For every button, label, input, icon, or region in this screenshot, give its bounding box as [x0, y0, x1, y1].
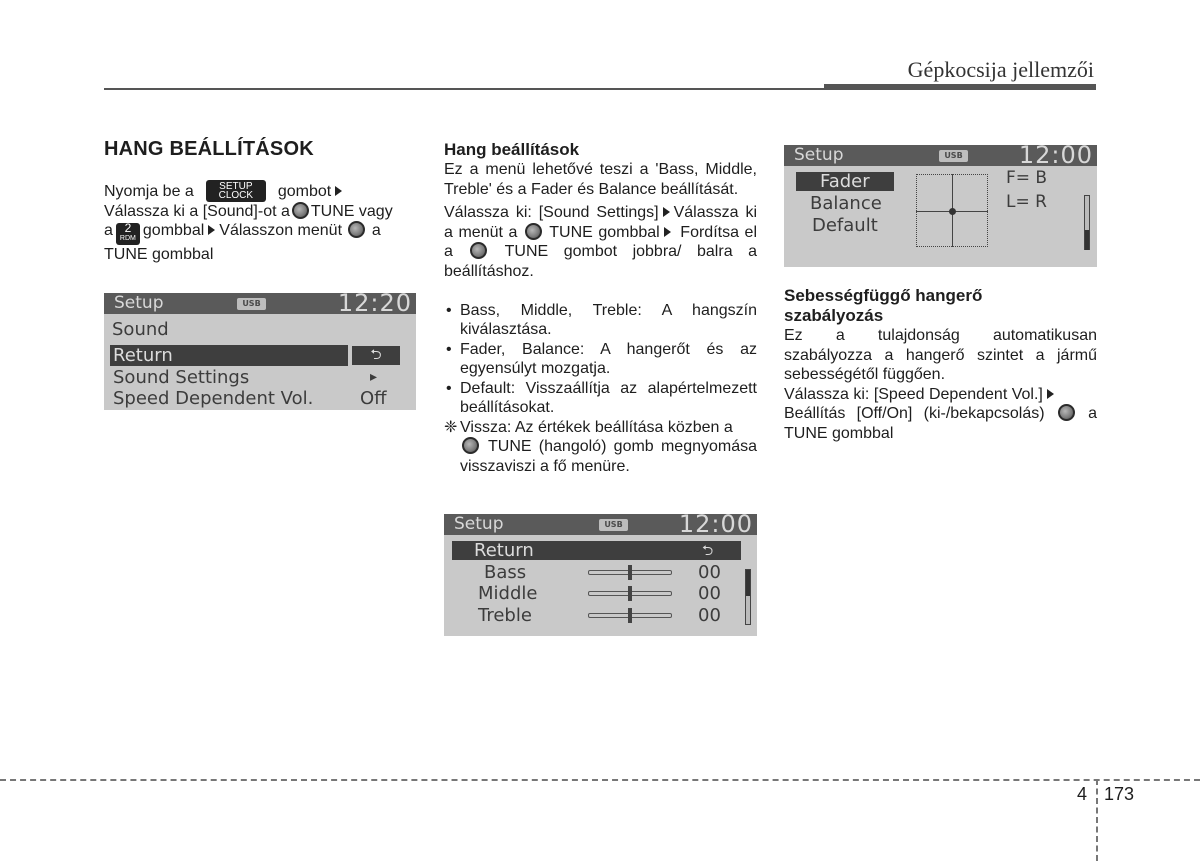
- lcd-row-return: Return: [474, 540, 534, 561]
- arrow-right-icon: [335, 186, 342, 196]
- rdm-label: RDM: [119, 235, 136, 242]
- middle-value: 00: [698, 583, 721, 604]
- intro-paragraph: Ez a menü lehetővé teszi a 'Bass, Middle, Treble' és a Fader és Balance beállítását.: [444, 161, 757, 198]
- lcd-row-middle: Middle: [478, 583, 538, 604]
- clock-label: CLOCK: [218, 189, 254, 201]
- treble-slider-knob: [628, 608, 632, 623]
- rdm-button-icon: [116, 223, 140, 245]
- heading-line-1: Sebességfüggő hangerő: [784, 286, 983, 305]
- column-3: [784, 286, 1097, 443]
- lcd-scrollbar: [745, 569, 751, 625]
- text: Válassza ki: [Speed Dependent Vol.]: [784, 385, 1043, 403]
- intro-paragraph: Ez a tulajdonság automatikusan szabályozza a hangerő szintet a jármű sebességétől függően.: [784, 327, 1097, 383]
- text: Válassza ki a [Sound]-ot a: [104, 202, 290, 220]
- subsection-heading: [784, 286, 1097, 326]
- text: Vissza: Az értékek beállítása közben a: [460, 418, 733, 436]
- return-arrow-icon: ⮌: [352, 346, 400, 365]
- section-heading: HANG BEÁLLÍTÁSOK: [104, 138, 314, 160]
- lcd-title-bar: [784, 145, 1097, 169]
- setup-clock-button-icon: [206, 180, 266, 202]
- chevron-right-icon: ▸: [370, 369, 378, 385]
- arrow-right-icon: [664, 227, 671, 237]
- lcd-row-treble: Treble: [478, 605, 532, 626]
- bass-value: 00: [698, 562, 721, 583]
- lcd-row-balance: Balance: [810, 193, 882, 214]
- lcd-title-bar: [444, 514, 757, 538]
- text: TUNE gombbal: [549, 223, 660, 241]
- heading-line-2: szabályozás: [784, 306, 884, 325]
- fader-value: F= B: [1006, 168, 1048, 188]
- rdm-number: 2: [124, 221, 132, 235]
- lcd-row-speed-dependent-vol: Speed Dependent Vol.: [113, 388, 314, 409]
- lcd-clock: 12:00: [1018, 145, 1093, 169]
- text: Válassza ki a menüt a: [444, 204, 757, 241]
- text: Válassza ki: [Sound Settings]: [444, 204, 659, 221]
- lcd-title-bar: [104, 293, 416, 317]
- lcd-title: Setup: [454, 514, 504, 534]
- text: TUNE gombbal: [104, 246, 214, 263]
- text: a: [104, 222, 113, 239]
- header-rule-accent: [824, 84, 1096, 90]
- list-item: • Fader, Balance: A hangerőt és az egyensúlyt mozgatja.: [444, 340, 757, 379]
- footer-rule: [0, 779, 1200, 781]
- lcd-title: Setup: [794, 145, 844, 165]
- text: TUNE (hangoló) gomb megnyomása visszaviszi a fő menüre.: [460, 438, 758, 475]
- lcd-sound-settings: [444, 514, 757, 636]
- text: Fordítsa el a: [444, 223, 757, 260]
- text: gombbal: [142, 222, 205, 239]
- lcd-clock: 12:00: [678, 514, 753, 538]
- lcd-scrollbar: [1084, 195, 1090, 250]
- text: a TUNE gombbal: [784, 405, 1097, 442]
- instruction-paragraph: [784, 385, 1097, 444]
- text: Nyomja be a: [104, 182, 194, 200]
- note-paragraph: [444, 418, 757, 477]
- lcd-title: Setup: [114, 293, 164, 313]
- lcd-fader-balance: [784, 145, 1097, 267]
- lcd-row-fader: Fader: [820, 171, 870, 192]
- tune-knob-icon: [462, 437, 479, 454]
- text: Válasszon menüt: [219, 222, 343, 239]
- lcd-clock: 12:20: [337, 293, 412, 317]
- text: a: [371, 222, 381, 239]
- column-1: [104, 138, 418, 265]
- fader-balance-position-marker: [949, 208, 956, 215]
- setup-label: SETUP: [219, 180, 253, 192]
- column-2: [444, 140, 757, 476]
- bullet-list: [444, 301, 757, 418]
- lcd-row-sound: Sound: [112, 319, 169, 340]
- bass-slider-knob: [628, 565, 632, 580]
- arrow-right-icon: [1047, 389, 1054, 399]
- tune-knob-icon: [525, 223, 542, 240]
- subsection-heading: Hang beállítások: [444, 140, 580, 159]
- running-header-title: Gépkocsija jellemzői: [907, 57, 1094, 82]
- arrow-right-icon: [208, 225, 215, 235]
- page-number: 173: [1104, 784, 1135, 804]
- chapter-number: 4: [1077, 784, 1088, 804]
- tune-knob-icon: [1058, 404, 1075, 421]
- list-item: • Default: Visszaállítja az alapértelmezett beállításokat.: [444, 379, 757, 418]
- footer-divider: [1096, 779, 1098, 861]
- tune-knob-icon: [470, 242, 487, 259]
- text: Beállítás [Off/On] (ki-/bekapcsolás): [784, 405, 1045, 422]
- return-arrow-icon: ⮌: [702, 543, 714, 559]
- arrow-right-icon: [663, 207, 670, 217]
- text: TUNE vagy: [310, 202, 393, 220]
- lcd-sound-menu: [104, 293, 416, 410]
- treble-value: 00: [698, 605, 721, 626]
- text: TUNE gombot jobbra/ balra a beállításhoz.: [444, 243, 757, 280]
- lcd-value-off: Off: [360, 388, 387, 409]
- text: gombot: [277, 182, 332, 200]
- instruction-paragraph: [444, 203, 757, 281]
- tune-knob-icon: [348, 221, 365, 238]
- middle-slider-knob: [628, 586, 632, 601]
- lcd-row-sound-settings: Sound Settings: [113, 367, 250, 388]
- tune-knob-icon: [292, 202, 309, 219]
- usb-icon: USB: [599, 519, 628, 531]
- note-marker-icon: ❈: [444, 418, 458, 436]
- balance-value: L= R: [1006, 192, 1047, 212]
- lcd-row-return: Return: [113, 345, 173, 366]
- instruction-paragraph: [104, 180, 418, 265]
- usb-icon: USB: [939, 150, 968, 162]
- lcd-row-bass: Bass: [484, 562, 527, 583]
- usb-icon: USB: [237, 298, 266, 310]
- lcd-row-default: Default: [812, 215, 878, 236]
- list-item: • Bass, Middle, Treble: A hangszín kiválasztása.: [444, 301, 757, 340]
